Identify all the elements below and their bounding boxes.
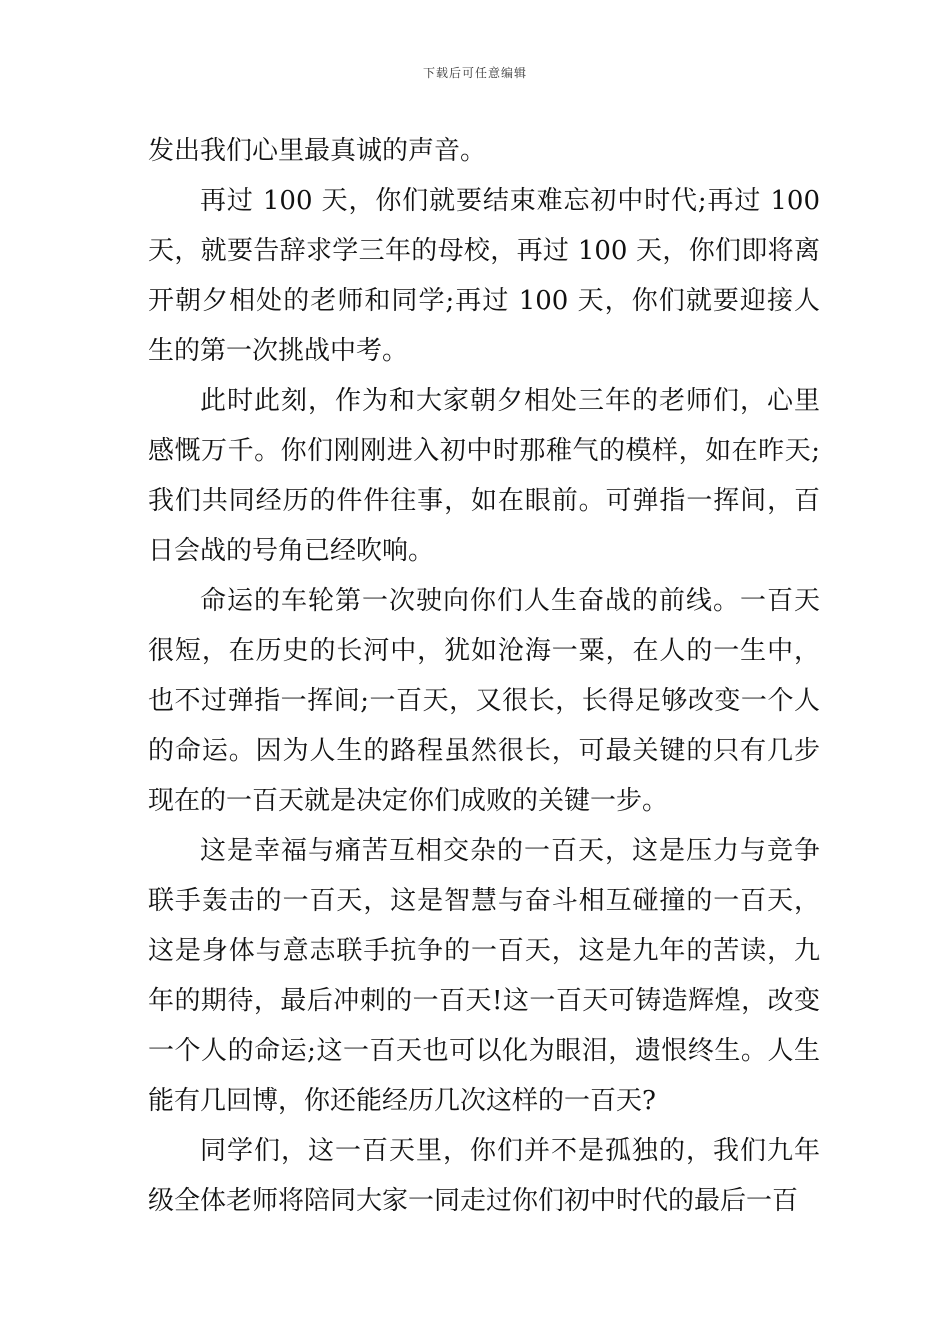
paragraph: 再过 100 天，你们就要结束难忘初中时代;再过 100 天，就要告辞求学三年的母校，再过 100 天，你们即将离开朝夕相处的老师和同学;再过 100 天，你们就要迎接人生的第一次挑战中考。	[148, 186, 820, 366]
page-header: 下载后可任意编辑	[422, 66, 527, 80]
paragraph: 这是幸福与痛苦互相交杂的一百天，这是压力与竞争联手轰击的一百天，这是智慧与奋斗相互碰撞的一百天，这是身体与意志联手抗争的一百天，这是九年的苦读，九年的期待，最后冲刺的一百天!这一百天可铸造辉煌，改变一个人的命运;这一百天也可以化为眼泪，遗恨终生。人生能有几回博，你还能经历几次这样的一百天?	[148, 836, 820, 1116]
paragraph: 此时此刻，作为和大家朝夕相处三年的老师们，心里感慨万千。你们刚刚进入初中时那稚气的模样，如在昨天;我们共同经历的件件往事，如在眼前。可弹指一挥间，百日会战的号角已经吹响。	[148, 386, 820, 566]
paragraph: 命运的车轮第一次驶向你们人生奋战的前线。一百天很短，在历史的长河中，犹如沧海一粟，在人的一生中，也不过弹指一挥间;一百天，又很长，长得足够改变一个人的命运。因为人生的路程虽然很长，可最关键的只有几步现在的一百天就是决定你们成败的关键一步。	[148, 586, 820, 816]
paragraph-continuation: 发出我们心里最真诚的声音。	[148, 136, 487, 166]
paragraph: 同学们，这一百天里，你们并不是孤独的，我们九年级全体老师将陪同大家一同走过你们初中时代的最后一百	[148, 1136, 820, 1216]
document-body	[148, 126, 820, 1226]
